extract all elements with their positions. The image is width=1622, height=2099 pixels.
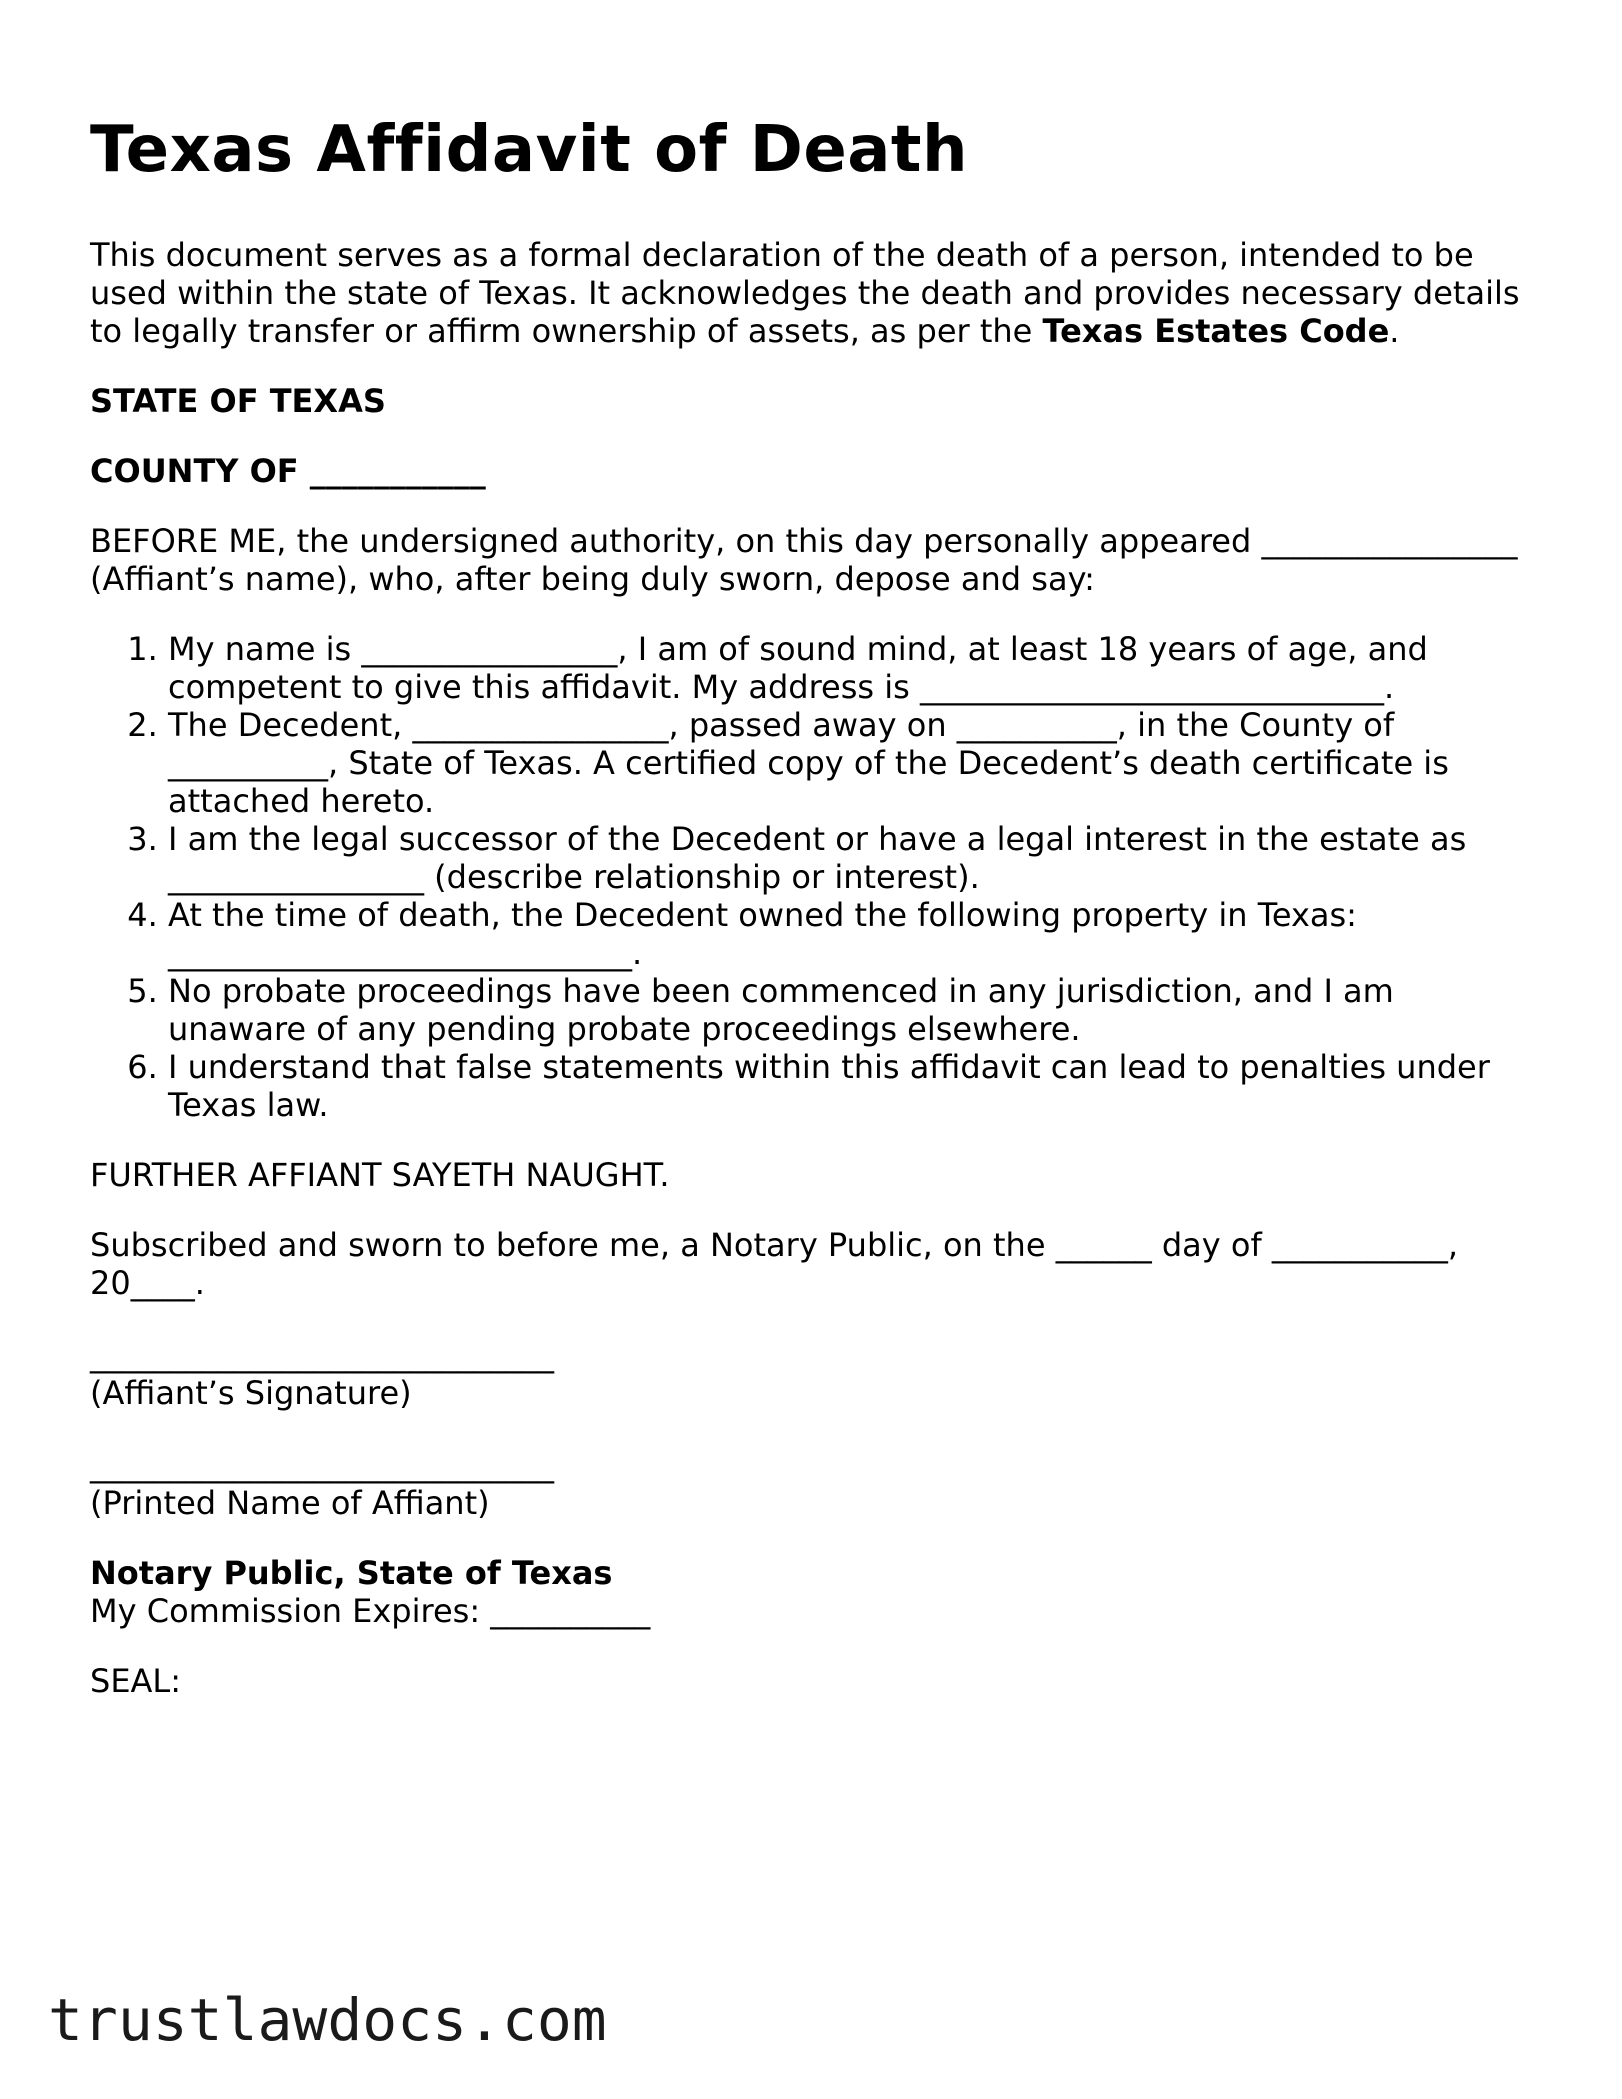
intro-bold-term: Texas Estates Code bbox=[1042, 312, 1390, 350]
county-heading: COUNTY OF ___________ bbox=[90, 452, 486, 490]
affidavit-document bbox=[90, 108, 1530, 1700]
printed-name-caption: (Printed Name of Affiant) bbox=[90, 1484, 490, 1522]
statement-item: 2. The Decedent, ________________, passed away on __________, in the County of __________, State of Texas. A certified copy of the Decedent’s death certificate is attached hereto. bbox=[168, 706, 1530, 820]
intro-text: This document serves as a formal declaration of the death of a person, intended to be used within the state of Texas. It acknowledges the death and provides necessary details to legally transfer or affirm ownership of assets, as per the bbox=[90, 236, 1520, 350]
further-affiant-line: FURTHER AFFIANT SAYETH NAUGHT. bbox=[90, 1156, 670, 1194]
printed-name-line: _____________________________ bbox=[90, 1446, 554, 1484]
affiant-signature-caption: (Affiant’s Signature) bbox=[90, 1374, 412, 1412]
statement-item: 5. No probate proceedings have been commenced in any jurisdiction, and I am unaware of any pending probate proceedings elsewhere. bbox=[168, 972, 1530, 1048]
statement-item: 1. My name is ________________, I am of sound mind, at least 18 years of age, and competent to give this affidavit. My address is _____________________________. bbox=[168, 630, 1530, 706]
watermark-brand: trustlawdocs.com bbox=[48, 1986, 607, 2054]
subscribed-paragraph: Subscribed and sworn to before me, a Notary Public, on the ______ day of ___________, 20____. bbox=[90, 1226, 1459, 1302]
state-heading: STATE OF TEXAS bbox=[90, 382, 386, 420]
affiant-signature-line: _____________________________ bbox=[90, 1336, 554, 1374]
before-me-paragraph: BEFORE ME, the undersigned authority, on this day personally appeared ________________ (Affiant’s name), who, after being duly sworn, depose and say: bbox=[90, 522, 1518, 598]
statement-item: 6. I understand that false statements within this affidavit can lead to penalties under Texas law. bbox=[168, 1048, 1530, 1124]
intro-end: . bbox=[1389, 312, 1400, 350]
intro-paragraph bbox=[90, 236, 1530, 350]
seal-label: SEAL: bbox=[90, 1662, 182, 1700]
document-title: Texas Affidavit of Death bbox=[90, 113, 969, 187]
affidavit-statements bbox=[90, 630, 1530, 1124]
statement-item: 3. I am the legal successor of the Decedent or have a legal interest in the estate as ________________ (describe relationship or interest). bbox=[168, 820, 1530, 896]
statement-item: 4. At the time of death, the Decedent owned the following property in Texas: _____________________________. bbox=[168, 896, 1530, 972]
commission-expires-line: My Commission Expires: __________ bbox=[90, 1592, 651, 1630]
notary-title: Notary Public, State of Texas bbox=[90, 1554, 613, 1592]
